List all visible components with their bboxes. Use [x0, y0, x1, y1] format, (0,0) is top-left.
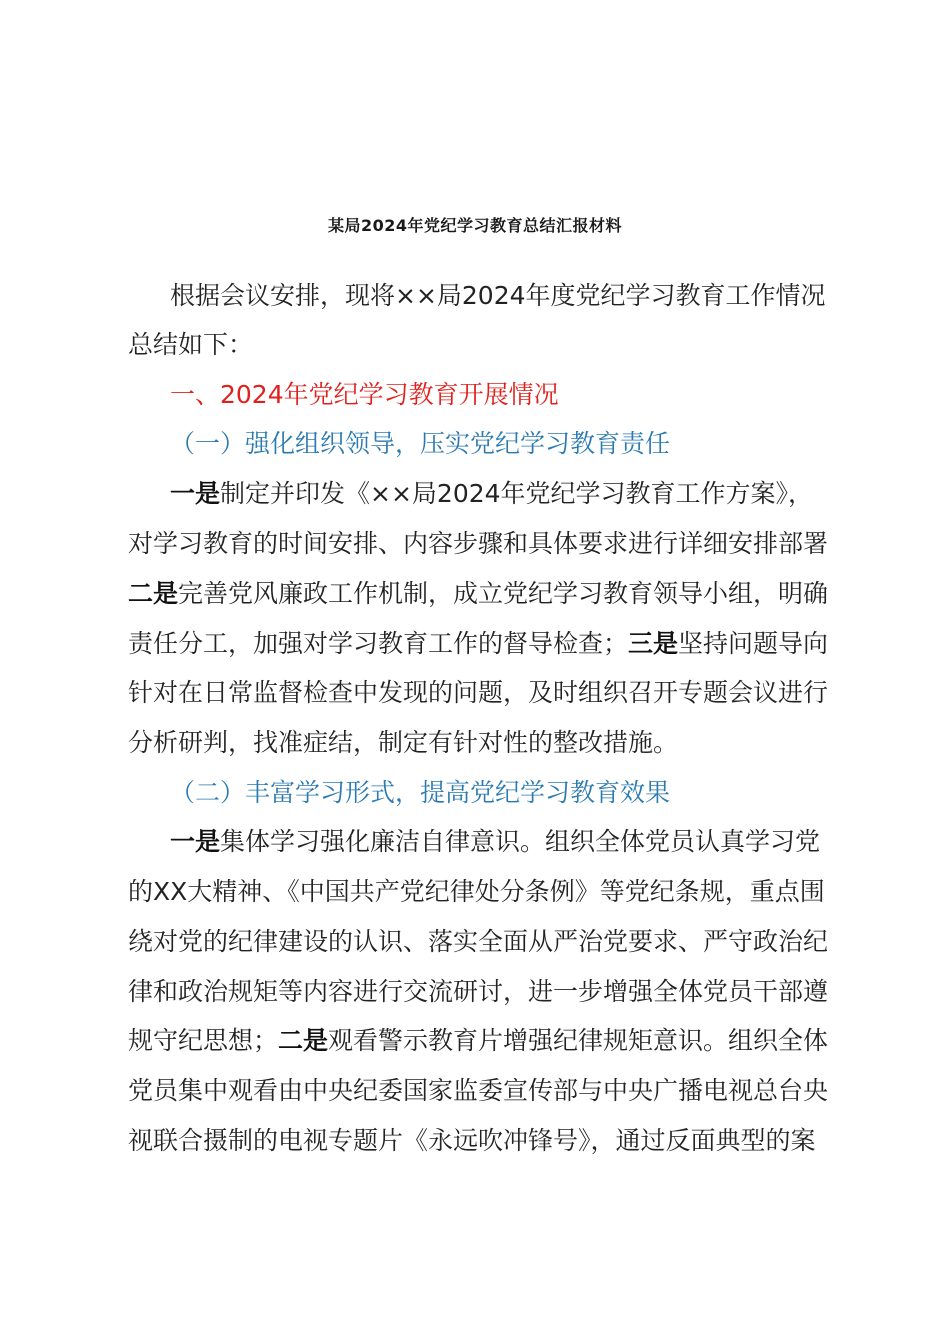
paragraph-line: 视联合摄制的电视专题片《永远吹冲锋号》，通过反面典型的案	[128, 1126, 816, 1155]
emphasis-label: 二是	[128, 579, 179, 608]
paragraph-line: 绕对党的纪律建设的认识、落实全面从严治党要求、严守政治纪	[128, 927, 829, 956]
paragraph-text: 集体学习强化廉洁自律意识。组织全体党员认真学习党	[220, 827, 821, 856]
emphasis-label: 二是	[278, 1026, 329, 1055]
intro-line-2: 总结如下：	[128, 330, 254, 359]
paragraph-line: 律和政治规矩等内容进行交流研讨，进一步增强全体党员干部遵	[128, 977, 829, 1006]
paragraph-text: 责任分工，加强对学习教育工作的督导检查；	[128, 629, 629, 658]
intro-line-1: 根据会议安排，现将××局2024年度党纪学习教育工作情况	[170, 281, 826, 310]
paragraph-line: 的XX大精神、《中国共产党纪律处分条例》等党纪条规，重点围	[128, 877, 825, 906]
paragraph-line	[128, 1021, 828, 1061]
paragraph-line	[170, 822, 820, 862]
emphasis-label: 一是	[170, 479, 221, 508]
paragraph-line: 针对在日常监督检查中发现的问题，及时组织召开专题会议进行	[128, 678, 829, 707]
subsection-heading-2: （二）丰富学习形式，提高党纪学习教育效果	[170, 778, 671, 807]
document-title: 某局2024年党纪学习教育总结汇报材料	[327, 216, 623, 235]
paragraph-text: 制定并印发《××局2024年党纪学习教育工作方案》，	[220, 479, 814, 508]
paragraph-line: 党员集中观看由中央纪委国家监委宣传部与中央广播电视总台央	[128, 1076, 829, 1105]
emphasis-label: 三是	[628, 629, 679, 658]
subsection-heading-1: （一）强化组织领导，压实党纪学习教育责任	[170, 429, 671, 458]
paragraph-line	[170, 474, 813, 514]
paragraph-text: 规守纪思想；	[128, 1026, 279, 1055]
paragraph-text: 观看警示教育片增强纪律规矩意识。组织全体	[328, 1026, 829, 1055]
emphasis-label: 一是	[170, 827, 221, 856]
paragraph-line: 分析研判，找准症结，制定有针对性的整改措施。	[128, 728, 679, 757]
paragraph-text: 坚持问题导向	[678, 629, 829, 658]
paragraph-text: 完善党风廉政工作机制，成立党纪学习教育领导小组，明确	[178, 579, 829, 608]
paragraph-line	[128, 574, 828, 614]
section-heading-1: 一、2024年党纪学习教育开展情况	[170, 380, 559, 409]
paragraph-line	[128, 624, 828, 664]
paragraph-line: 对学习教育的时间安排、内容步骤和具体要求进行详细安排部署	[128, 529, 829, 558]
